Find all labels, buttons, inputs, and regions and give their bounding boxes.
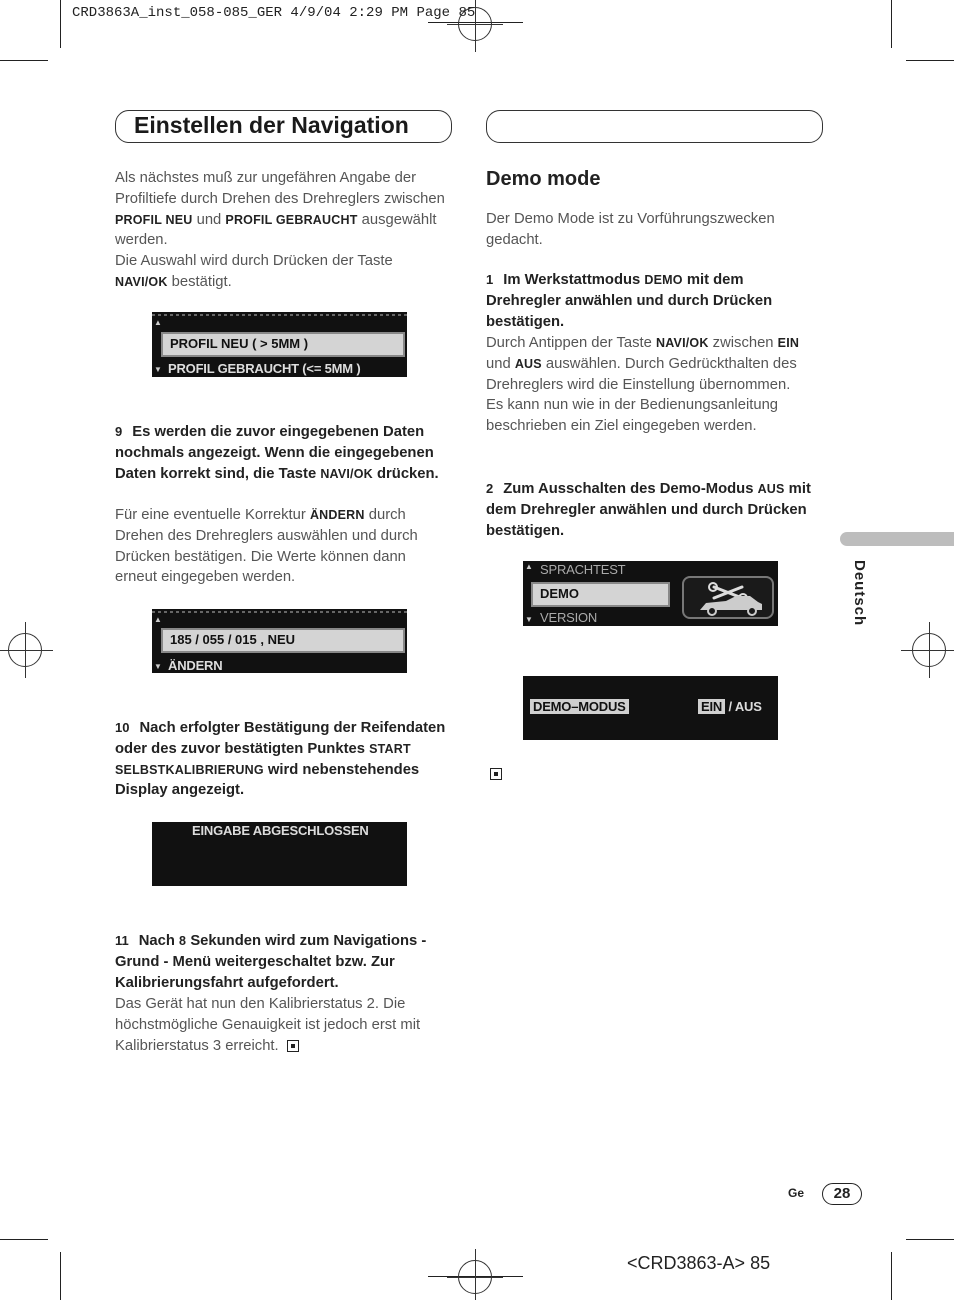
wrench-car-icon	[682, 576, 774, 619]
crop-mark	[60, 0, 61, 48]
display-selected-line: PROFIL NEU ( > 5MM )	[161, 332, 405, 357]
down-arrow-icon: ▼	[154, 365, 162, 374]
demo-intro: Der Demo Mode ist zu Vorführungszwecken gedacht.	[486, 211, 775, 248]
crop-mark	[906, 1239, 954, 1240]
crop-mark	[0, 1239, 48, 1240]
step-10: 10 Nach erfolgter Bestätigung der Reifendaten oder des zuvor bestätigten Punktes START SELBSTKALIBRIERUNG wird nebenstehendes Display angezeigt.	[115, 720, 446, 799]
end-mark-icon	[490, 768, 502, 780]
print-slug: CRD3863A_inst_058-085_GER 4/9/04 2:29 PM Page 85	[72, 5, 476, 21]
demo-mode-heading: Demo mode	[486, 168, 601, 190]
step-9-text: Für eine eventuelle Korrektur ÄNDERN durch Drehen des Drehreglers auswählen und durch Drücken bestätigen. Die Werte können dann erneut eingegeben werden.	[115, 507, 418, 586]
display-line: ÄNDERN	[168, 658, 223, 673]
display-line: DEMO–MODUS	[530, 699, 629, 714]
step-11-text: Das Gerät hat nun den Kalibrierstatus 2. Die höchstmögliche Genauigkeit ist jedoch erst mit Kalibrierstatus 3 erreicht.	[115, 996, 421, 1054]
display-line: PROFIL GEBRAUCHT (<= 5MM )	[168, 361, 361, 376]
display-selected-line: 185 / 055 / 015 , NEU	[161, 628, 405, 653]
registration-mark-icon	[8, 633, 42, 667]
page-number: 28	[822, 1183, 862, 1205]
crop-mark	[60, 1252, 61, 1300]
step-11: 11 Nach 8 Sekunden wird zum Navigations - Grund - Menü weitergeschaltet bzw. Zur Kalibrierungsfahrt aufgefordert.	[115, 933, 427, 991]
crop-mark	[906, 60, 954, 61]
section-title-pill	[115, 110, 452, 143]
crop-mark	[891, 0, 892, 48]
display-tyre-data	[152, 609, 407, 673]
language-code: Ge	[788, 1186, 805, 1200]
step-9: 9 Es werden die zuvor eingegebenen Daten nochmals angezeigt. Wenn die eingegebenen Daten korrekt sind, die Taste NAVI/OK drücken.	[115, 424, 439, 482]
display-line: SPRACHTEST	[540, 562, 626, 577]
document-code: <CRD3863-A> 85	[627, 1253, 771, 1273]
intro-paragraph: Als nächstes muß zur ungefähren Angabe der Profiltiefe durch Drehen des Drehreglers zwischen PROFIL NEU und PROFIL GEBRAUCHT ausgewählt werden. Die Auswahl wird durch Drücken der Taste NAVI/OK bestätigt.	[115, 170, 445, 290]
registration-mark-icon	[912, 633, 946, 667]
end-mark-icon	[287, 1040, 299, 1052]
down-arrow-icon: ▼	[154, 662, 162, 671]
demo-step-1-text: Durch Antippen der Taste NAVI/OK zwischen EIN und AUS auswählen. Durch Gedrückthalten des Drehreglers wird die Einstellung übernommen. Es kann nun wie in der Bedienungsanleitung beschrieben ein Ziel eingegeben werden.	[486, 335, 800, 435]
display-profile	[152, 312, 407, 377]
up-arrow-icon: ▲	[154, 615, 162, 624]
display-demo-mode	[523, 676, 778, 740]
section-empty-pill	[486, 110, 823, 143]
demo-step-2: 2 Zum Ausschalten des Demo-Modus AUS mit dem Drehregler anwählen und durch Drücken bestätigen.	[486, 481, 811, 539]
up-arrow-icon: ▲	[154, 318, 162, 327]
display-selected-line: DEMO	[531, 582, 670, 607]
display-selected-option: EIN	[698, 699, 725, 714]
registration-mark-icon	[458, 1260, 492, 1294]
language-tab	[840, 532, 954, 546]
up-arrow-icon: ▲	[525, 562, 533, 571]
display-line: EIN / AUS	[698, 699, 762, 714]
demo-step-1: 1 Im Werkstattmodus DEMO mit dem Drehregler anwählen und durch Drücken bestätigen.	[486, 272, 773, 330]
display-line: EINGABE ABGESCHLOSSEN	[192, 823, 369, 838]
language-label: Deutsch	[851, 560, 868, 627]
section-title: Einstellen der Navigation	[134, 112, 409, 138]
down-arrow-icon: ▼	[525, 615, 533, 624]
crop-mark	[891, 1252, 892, 1300]
display-input-complete	[152, 822, 407, 886]
crop-mark	[0, 60, 48, 61]
display-line: VERSION	[540, 610, 598, 625]
